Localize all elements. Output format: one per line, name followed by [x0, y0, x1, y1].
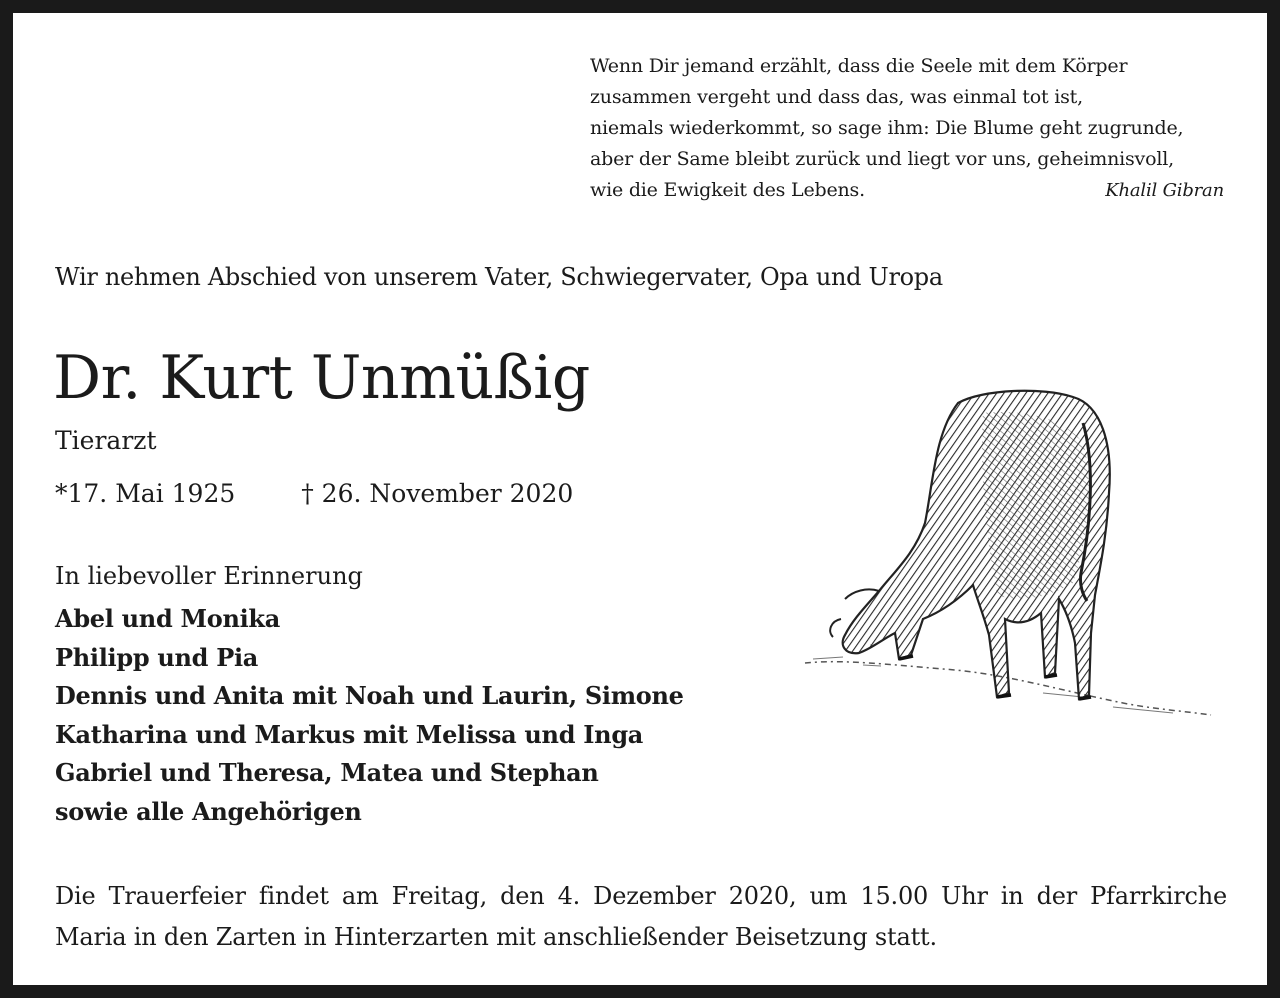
quote-last-row — [590, 175, 1230, 206]
mourner-row: Abel und Monika — [55, 604, 281, 633]
quote-author: Khalil Gibran — [1105, 180, 1224, 201]
quote-line-1: Wenn Dir jemand erzählt, dass die Seele mit dem Körper — [590, 55, 1128, 77]
mourners-list — [55, 600, 684, 831]
mourner-row: Dennis und Anita mit Noah und Laurin, Simone — [55, 681, 684, 710]
mourner-row: Philipp und Pia — [55, 642, 259, 672]
obituary-notice — [13, 13, 1267, 985]
farewell-intro: Wir nehmen Abschied von unserem Vater, Schwiegervater, Opa und Uropa — [55, 263, 943, 291]
quote-line-2: zusammen vergeht und dass das, was einmal tot ist, — [590, 86, 1083, 108]
quote-line-5: wie die Ewigkeit des Lebens. — [590, 179, 865, 201]
ceremony-line-1: Die Trauerfeier findet am Freitag, den 4. Dezember 2020, um 15.00 Uhr in der Pfarrkirche — [55, 882, 1227, 910]
birth-date: *17. Mai 1925 — [55, 479, 236, 508]
mourner-row: Katharina und Markus mit Melissa und Inga — [55, 719, 644, 749]
mourner-row: sowie alle Angehörigen — [55, 796, 362, 826]
death-date: † 26. November 2020 — [301, 479, 574, 508]
grazing-cow-icon — [783, 373, 1213, 753]
life-dates — [55, 479, 573, 508]
quote-line-3: niemals wiederkommt, so sage ihm: Die Blume geht zugrunde, — [590, 117, 1184, 139]
mourner-row: Gabriel und Theresa, Matea und Stephan — [55, 758, 599, 787]
ceremony-line-2: Maria in den Zarten in Hinterzarten mit anschließender Beisetzung statt. — [55, 923, 937, 951]
gibran-quote — [590, 51, 1230, 206]
deceased-name: Dr. Kurt Unmüßig — [53, 343, 590, 413]
remembrance-line: In liebevoller Erinnerung — [55, 562, 363, 590]
deceased-profession: Tierarzt — [55, 426, 157, 455]
funeral-ceremony-info — [55, 876, 1227, 958]
quote-line-4: aber der Same bleibt zurück und liegt vor uns, geheimnisvoll, — [590, 148, 1174, 170]
